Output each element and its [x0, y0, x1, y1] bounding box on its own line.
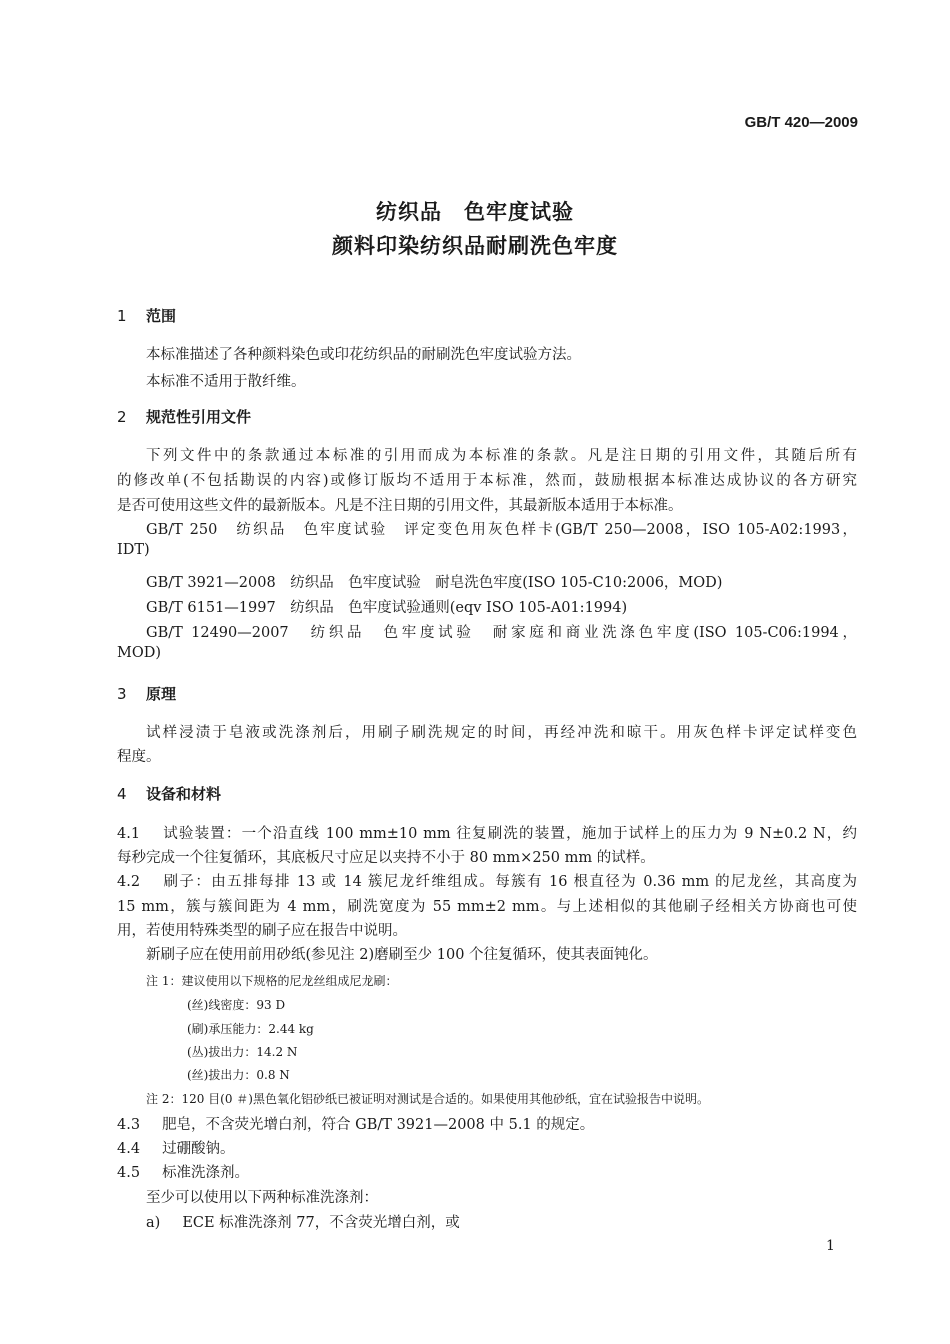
page-number: 1 [826, 1238, 835, 1254]
note-1: 注 1：建议使用以下规格的尼龙丝组成尼龙刷： [146, 974, 398, 988]
clause-4-5 [117, 1161, 249, 1182]
clause-number: 4.4 [117, 1141, 141, 1157]
clause-4-1-line-2: 每秒完成一个往复循环，其底板尺寸应足以夹持不小于 80 mm×250 mm 的试样。 [117, 850, 655, 866]
ref-gbt6151: GB/T 6151—1997 纺织品 色牢度试验通则(eqv ISO 105-A01:1994) [146, 600, 628, 616]
s3-paragraph-line-2: 程度。 [117, 749, 161, 765]
clause-4-1-line-1 [117, 822, 857, 843]
clause-4-2-line-1 [117, 870, 857, 891]
s1-paragraph-2: 本标准不适用于散纤维。 [146, 374, 306, 390]
s2-intro-line-2: 的修改单(不包括勘误的内容)或修订版均不适用于本标准，然而，鼓励根据本标准达成协议的各方研究 [117, 473, 857, 489]
s2-intro-line-3: 是否可使用这些文件的最新版本。凡是不注日期的引用文件，其最新版本适用于本标准。 [117, 498, 683, 514]
note-2: 注 2：120 目(0 ＃)黑色氧化铝砂纸已被证明对测试是合适的。如果使用其他砂纸，宜在试验报告中说明。 [146, 1092, 709, 1106]
clause-number: 4.1 [117, 826, 141, 842]
section-title: 设备和材料 [146, 785, 222, 803]
clause-number: 4.2 [117, 874, 141, 890]
section-number: 3 [117, 685, 127, 703]
clause-text: 刷子：由五排每排 13 或 14 簇尼龙纤维组成。每簇有 16 根直径为 0.36 mm 的尼龙丝，其高度为 [162, 874, 857, 890]
clause-4-2-line-3: 用，若使用特殊类型的刷子应在报告中说明。 [117, 923, 407, 939]
list-item-a [146, 1211, 460, 1232]
section-1-heading [117, 305, 176, 326]
section-number: 1 [117, 307, 127, 325]
list-text: ECE 标准洗涤剂 77，不含荧光增白剂，或 [182, 1215, 460, 1231]
note-1-item: (刷)承压能力：2.44 kg [187, 1022, 314, 1036]
title-line-2: 颜料印染纺织品耐刷洗色牢度 [332, 234, 618, 258]
ref-gbt3921: GB/T 3921—2008 纺织品 色牢度试验 耐皂洗色牢度(ISO 105-C10:2006，MOD) [146, 575, 723, 591]
clause-4-5-paragraph: 至少可以使用以下两种标准洗涤剂： [146, 1190, 378, 1206]
clause-4-2-line-2: 15 mm，簇与簇间距为 4 mm，刷洗宽度为 55 mm±2 mm。与上述相似的其他刷子经相关方协商也可使 [117, 899, 857, 915]
clause-text: 标准洗涤剂。 [162, 1165, 250, 1181]
ref-gbt12490-line-1: GB/T 12490—2007 纺织品 色牢度试验 耐家庭和商业洗涤色牢度(ISO 105-C06:1994， [146, 625, 857, 641]
ref-gbt12490-line-2: MOD) [117, 645, 162, 661]
clause-text: 试验装置：一个沿直线 100 mm±10 mm 往复刷洗的装置，施加于试样上的压力为 9 N±0.2 N，约 [162, 826, 857, 842]
clause-4-3 [117, 1113, 594, 1134]
section-title: 原理 [146, 685, 177, 703]
s2-intro-line-1: 下列文件中的条款通过本标准的引用而成为本标准的条款。凡是注日期的引用文件，其随后所有 [146, 448, 857, 464]
note-1-item: (丝)拔出力：0.8 N [187, 1068, 290, 1082]
clause-4-2-paragraph-2: 新刷子应在使用前用砂纸(参见注 2)磨刷至少 100 个往复循环，使其表面钝化。 [146, 947, 658, 963]
section-number: 2 [117, 408, 127, 426]
section-2-heading [117, 406, 251, 427]
section-3-heading [117, 683, 176, 704]
title-line-1: 纺织品 色牢度试验 [376, 200, 574, 224]
ref-gbt250-line-1: GB/T 250 纺织品 色牢度试验 评定变色用灰色样卡(GB/T 250—2008，ISO 105-A02:1993， [146, 522, 857, 538]
section-title: 规范性引用文件 [146, 408, 252, 426]
note-1-item: (丝)线密度：93 D [187, 998, 286, 1012]
s1-paragraph-1: 本标准描述了各种颜料染色或印花纺织品的耐刷洗色牢度试验方法。 [146, 347, 581, 363]
section-title: 范围 [146, 307, 177, 325]
clause-text: 过硼酸钠。 [162, 1141, 235, 1157]
clause-number: 4.3 [117, 1117, 141, 1133]
note-1-item: (丛)拔出力：14.2 N [187, 1045, 298, 1059]
list-label: a) [146, 1215, 161, 1231]
section-number: 4 [117, 785, 127, 803]
s3-paragraph-line-1: 试样浸渍于皂液或洗涤剂后，用刷子刷洗规定的时间，再经冲洗和晾干。用灰色样卡评定试样变色 [146, 725, 857, 741]
clause-4-4 [117, 1137, 235, 1158]
ref-gbt250-line-2: IDT) [117, 542, 150, 558]
clause-text: 肥皂，不含荧光增白剂，符合 GB/T 3921—2008 中 5.1 的规定。 [162, 1117, 595, 1133]
standard-number: GB/T 420—2009 [744, 114, 858, 131]
clause-number: 4.5 [117, 1165, 141, 1181]
section-4-heading [117, 783, 221, 804]
